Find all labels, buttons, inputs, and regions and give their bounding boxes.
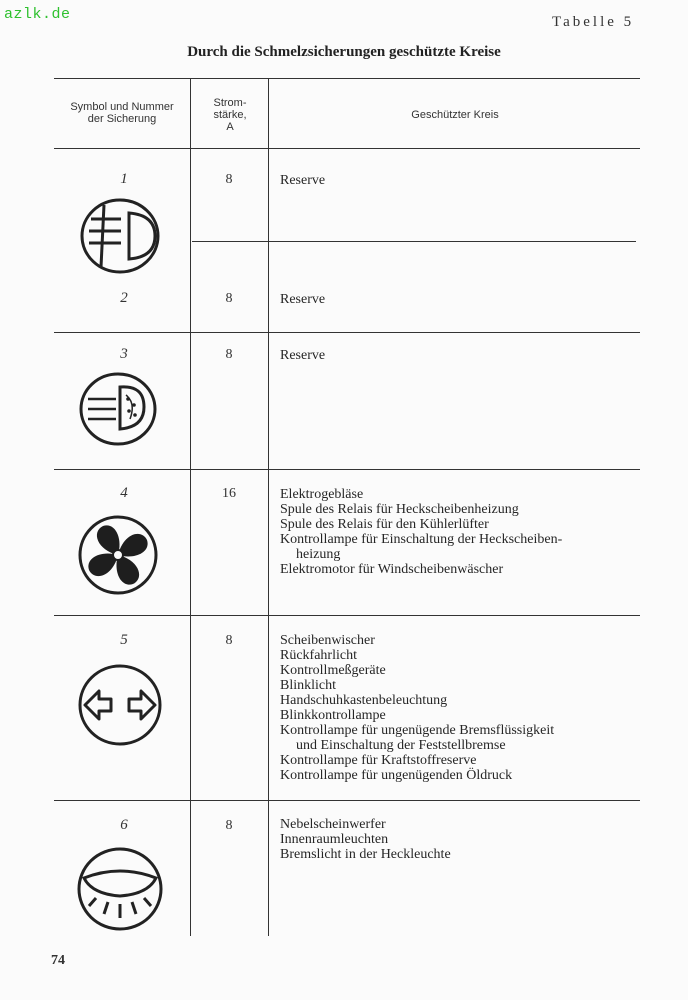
circuit-item: Elektromotor für Windscheibenwäscher: [280, 562, 504, 577]
headlight-beam-icon: [79, 197, 165, 275]
column-rule: [268, 78, 269, 936]
circuit-item: Reserve: [280, 292, 326, 307]
fuse-number: 5: [120, 632, 128, 648]
circuit-item: Kontrollampe für ungenügenden Öldruck: [280, 768, 513, 783]
circuit-item: Reserve: [280, 348, 326, 363]
circuit-item: Reserve: [280, 173, 326, 188]
circuit-item: Spule des Relais für den Kühlerlüfter: [280, 517, 489, 532]
circuit-item: Scheibenwischer: [280, 633, 375, 648]
circuit-item: Spule des Relais für Heckscheibenheizung: [280, 502, 519, 517]
fuse-number: 6: [120, 817, 128, 833]
table-top-rule: [54, 78, 640, 79]
table-title: Durch die Schmelzsicherungen geschützte Kreise: [187, 44, 501, 60]
row-rule: [192, 241, 636, 242]
header-symbol-line: der Sicherung: [87, 113, 157, 125]
fuse-number: 1: [120, 171, 128, 187]
fan-icon: [77, 514, 159, 596]
header-current-line: A: [226, 121, 234, 133]
circuit-item: Bremslicht in der Heckleuchte: [280, 847, 451, 862]
circuit-item: Kontrollampe für Kraftstoffreserve: [280, 753, 477, 768]
fuse-number: 3: [120, 346, 128, 362]
fuse-current: 16: [222, 486, 236, 501]
header-current-line: stärke,: [213, 109, 247, 121]
row-rule: [54, 469, 640, 470]
row-rule: [54, 800, 640, 801]
header-rule: [54, 148, 640, 149]
fuse-current: 8: [225, 291, 233, 306]
circuit-item: Kontrollampe für Einschaltung der Heckscheiben-: [280, 532, 563, 547]
circuit-list: [280, 817, 642, 862]
circuit-item: Handschuhkastenbeleuchtung: [280, 693, 448, 708]
circuit-item: Elektrogebläse: [280, 487, 364, 502]
column-rule: [190, 78, 191, 936]
fuse-number: 2: [120, 290, 128, 306]
turn-signal-arrows-icon: [77, 663, 163, 747]
watermark: azlk.de: [4, 6, 71, 23]
circuit-list: [280, 348, 642, 363]
circuit-list: [280, 633, 642, 783]
header-current-column: [192, 97, 268, 133]
fuse-current: 8: [225, 818, 233, 833]
circuit-item: heizung: [296, 547, 341, 562]
circuit-item: Rückfahrlicht: [280, 648, 357, 663]
circuit-item: und Einschaltung der Feststellbremse: [296, 738, 506, 753]
row-rule: [54, 332, 640, 333]
fuse-current: 8: [225, 633, 233, 648]
circuit-list: [280, 292, 642, 307]
fuse-number: 4: [120, 485, 128, 501]
page-number: 74: [51, 953, 65, 968]
row-rule: [54, 615, 640, 616]
header-circuit-column: Geschützter Kreis: [411, 109, 499, 121]
circuit-list: [280, 487, 642, 577]
circuit-item: Blinklicht: [280, 678, 336, 693]
circuit-item: Nebelscheinwerfer: [280, 817, 386, 832]
header-current-line: Strom-: [213, 97, 247, 109]
circuit-item: Blinkkontrollampe: [280, 708, 386, 723]
header-symbol-line: Symbol und Nummer: [70, 101, 174, 113]
fuse-current: 8: [225, 347, 233, 362]
circuit-list: [280, 173, 642, 188]
circuit-item: Kontrollampe für ungenügende Bremsflüssigkeit: [280, 723, 555, 738]
table-number: Tabelle 5: [552, 14, 635, 30]
circuit-item: Innenraumleuchten: [280, 832, 389, 847]
circuit-item: Kontrollmeßgeräte: [280, 663, 386, 678]
interior-light-icon: [76, 846, 164, 932]
fuse-current: 8: [225, 172, 233, 187]
rear-fog-light-icon: [78, 371, 160, 447]
header-symbol-column: [54, 101, 190, 125]
